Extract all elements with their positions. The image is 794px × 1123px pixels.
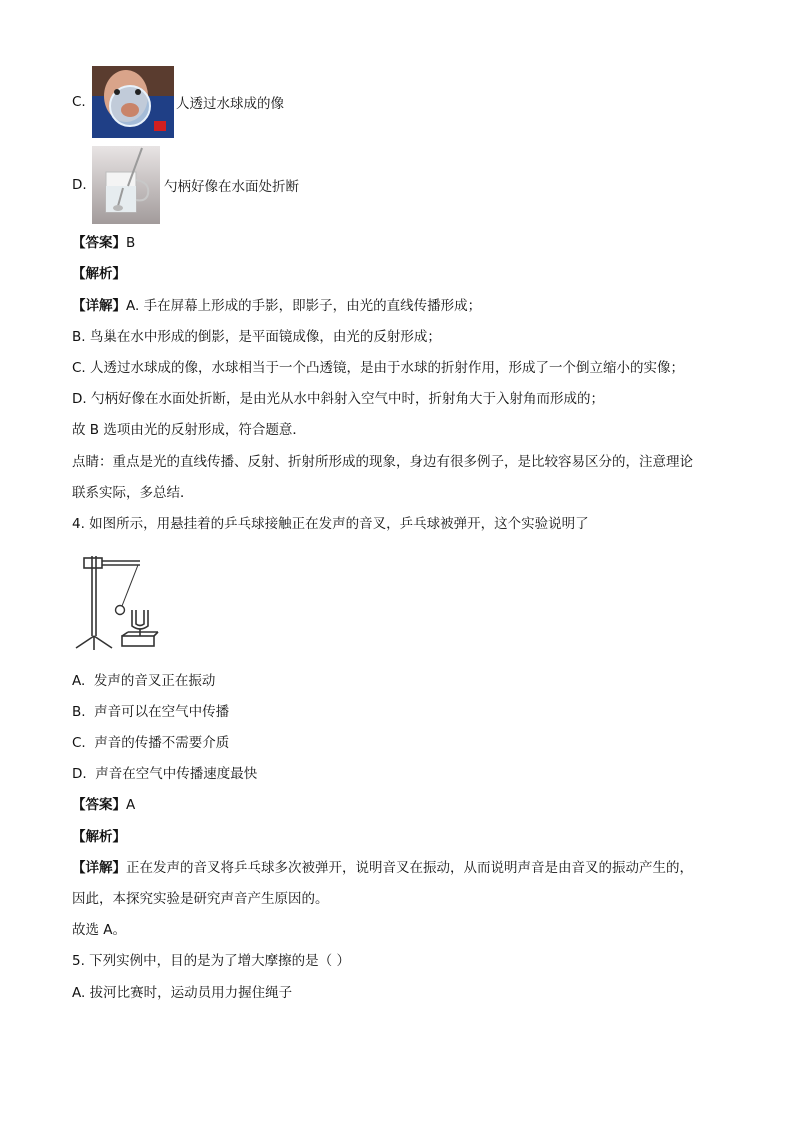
q3-conclusion: 故 B 选项由光的反射形成，符合题意． [72,422,306,438]
option-text: 声音可以在空气中传播 [94,704,230,720]
q4-answer [72,796,135,814]
answer-value: B [126,235,136,251]
q3-tip-line1: 点睛：重点是光的直线传播、反射、折射所形成的现象，身边有很多例子，是比较容易区分的，注意理论 [72,454,693,470]
q4-detail-line2: 因此，本探究实验是研究声音产生原因的。 [72,891,329,907]
option-letter: D. [72,766,87,782]
tuning-fork-pingpong-apparatus [72,548,164,658]
person-behind-water-ball-photo [92,66,174,138]
option-text: 声音在空气中传播速度最快 [95,766,258,782]
detail-text: 正在发声的音叉将乒乓球多次被弹开，说明音叉在振动，从而说明声音是由音叉的振动产生的， [126,860,693,876]
option-letter: D. [72,177,87,193]
option-text: 人透过水球成的像 [176,96,284,112]
q3-detail-b: B. 鸟巢在水中形成的倒影，是平面镜成像，由光的反射形成； [72,329,441,345]
option-text: 声音的传播不需要介质 [94,735,230,751]
q4-detail-line1 [72,859,693,877]
option-text: 发声的音叉正在振动 [93,673,216,689]
q3-detail-d: D. 勺柄好像在水面处折断，是由光从水中斜射入空气中时，折射角大于入射角而形成的； [72,391,604,407]
option-text: 勺柄好像在水面处折断 [164,179,299,195]
spoon-in-water-glass-photo [92,146,160,224]
q5-option-a: A. 拔河比赛时，运动员用力握住绳子 [72,985,293,1001]
option-d-row [72,146,299,224]
option-letter: B. [72,704,86,720]
detail-text: A. 手在屏幕上形成的手影，即影子，由光的直线传播形成； [126,298,482,314]
q3-detail-a [72,297,481,315]
q4-option-b [72,703,229,721]
answer-tag: 【答案】 [72,235,126,251]
q5-stem: 5. 下列实例中，目的是为了增大摩擦的是（ ） [72,953,350,969]
q4-conclusion: 故选 A。 [72,922,127,938]
answer-value: A [126,797,136,813]
q3-tip-line2: 联系实际，多总结． [72,485,194,501]
q4-stem: 4. 如图所示，用悬挂着的乒乓球接触正在发声的音叉，乒乓球被弹开，这个实验说明了 [72,516,589,532]
q3-answer [72,234,135,252]
detail-tag: 【详解】 [72,860,126,876]
q3-analysis-tag: 【解析】 [72,266,126,282]
detail-tag: 【详解】 [72,298,126,314]
q4-option-c [72,734,229,752]
option-letter: A. [72,673,86,689]
option-letter: C. [72,735,86,751]
q3-detail-c: C. 人透过水球成的像，水球相当于一个凸透镜，是由于水球的折射作用，形成了一个倒立缩小的实像； [72,360,685,376]
q4-option-d [72,765,257,783]
q4-option-a [72,672,215,690]
option-letter: C. [72,94,86,110]
q4-analysis-tag: 【解析】 [72,829,126,845]
option-c-row [72,66,284,138]
answer-tag: 【答案】 [72,797,126,813]
